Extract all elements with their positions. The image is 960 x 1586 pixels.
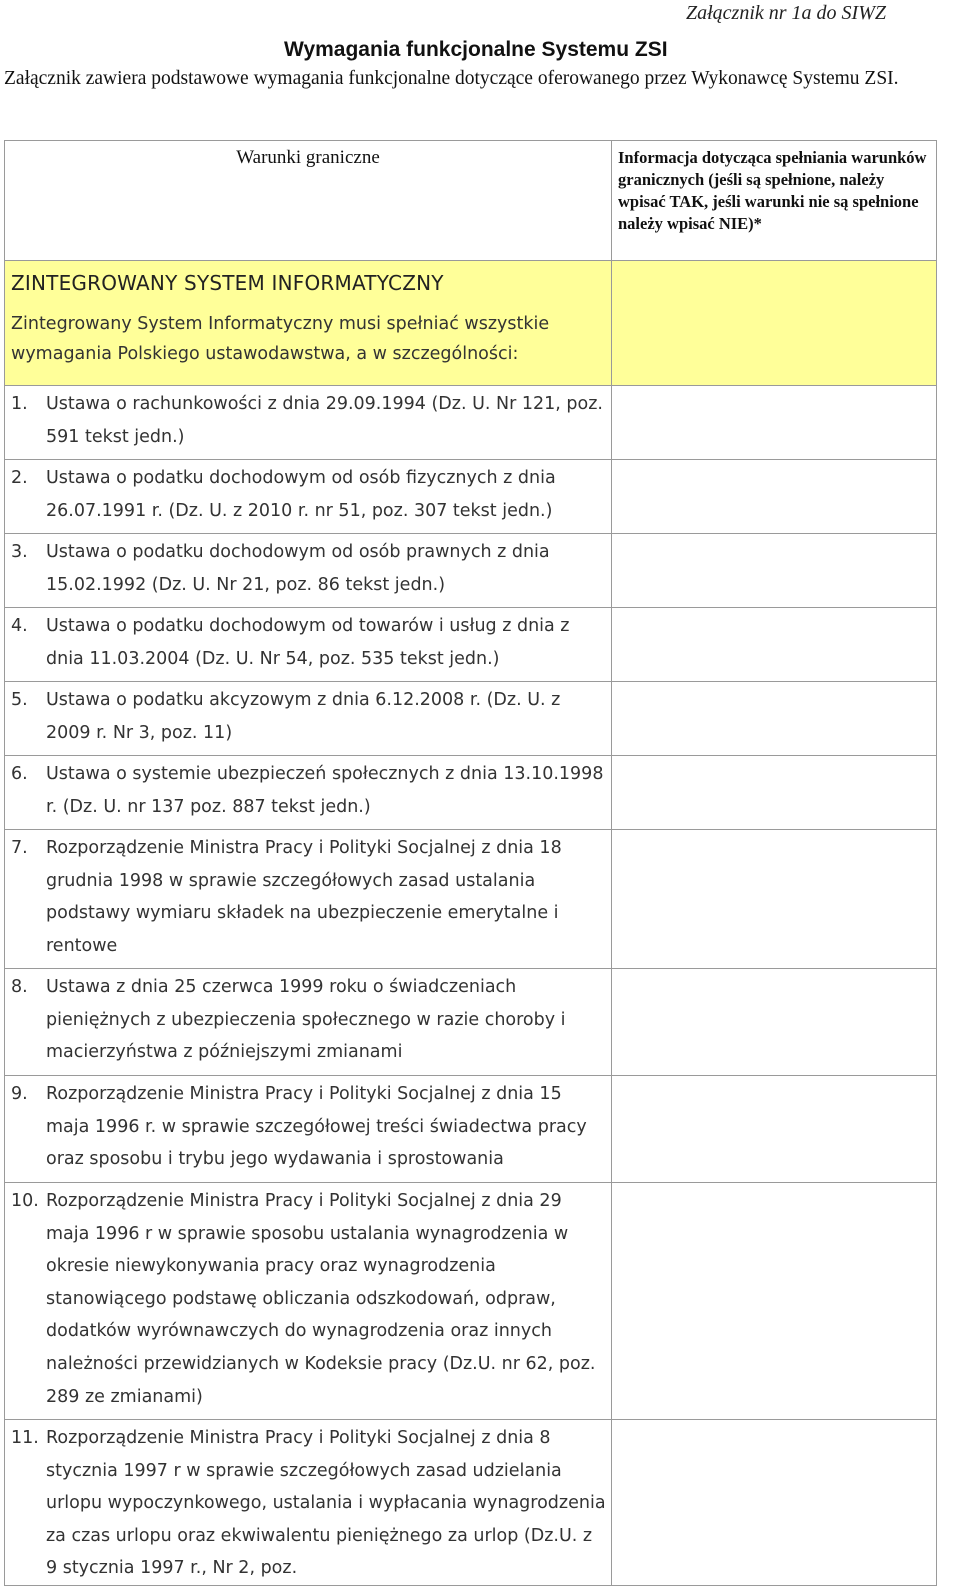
item-number: 9.: [11, 1084, 28, 1104]
item-text: Ustawa o systemie ubezpieczeń społecznych z dnia 13.10.1998 r. (Dz. U. nr 137 poz. 887 tekst jedn.): [46, 764, 604, 817]
item-text: Ustawa o podatku dochodowym od osób fizycznych z dnia 26.07.1991 r. (Dz. U. z 2010 r. nr 51, poz. 307 tekst jedn.): [46, 468, 556, 521]
item-text: Ustawa z dnia 25 czerwca 1999 roku o świadczeniach pieniężnych z ubezpieczenia społecznego w razie choroby i macierzyństwa z późniejszymi zmianami: [46, 977, 566, 1063]
item-number: 4.: [11, 616, 28, 636]
answer-cell[interactable]: [612, 1076, 937, 1183]
item-text: Ustawa o podatku dochodowym od osób prawnych z dnia 15.02.1992 (Dz. U. Nr 21, poz. 86 tekst jedn.): [46, 542, 550, 595]
answer-cell[interactable]: [612, 756, 937, 830]
answer-cell[interactable]: [612, 386, 937, 460]
item-text: Ustawa o rachunkowości z dnia 29.09.1994 (Dz. U. Nr 121, poz. 591 tekst jedn.): [46, 394, 603, 447]
section-answer-cell[interactable]: [612, 261, 937, 386]
item-text: Rozporządzenie Ministra Pracy i Polityki Socjalnej z dnia 15 maja 1996 r. w sprawie szczegółowej treści świadectwa pracy oraz sposobu i trybu jego wydawania i sprostowania: [46, 1084, 587, 1170]
section-description: Zintegrowany System Informatyczny musi spełniać wszystkie wymagania Polskiego ustawodawstwa, a w szczególności:: [11, 314, 550, 364]
section-cell: [5, 261, 612, 386]
table-row: [5, 969, 937, 1076]
header-conditions: Warunki graniczne: [5, 141, 612, 261]
intro-text: Załącznik zawiera podstawowe wymagania funkcjonalne dotyczące oferowanego przez Wykonawcę Systemu ZSI.: [4, 68, 899, 89]
item-number: 6.: [11, 764, 28, 784]
item-number: 11.: [11, 1428, 39, 1448]
annex-label: Załącznik nr 1a do SIWZ: [686, 2, 886, 24]
table-row: [5, 534, 937, 608]
table-row: [5, 682, 937, 756]
item-number: 7.: [11, 838, 28, 858]
answer-cell[interactable]: [612, 460, 937, 534]
section-row: [5, 261, 937, 386]
item-number: 5.: [11, 690, 28, 710]
answer-cell[interactable]: [612, 1183, 937, 1420]
item-number: 1.: [11, 394, 28, 414]
table-row: [5, 1420, 937, 1586]
item-text: Rozporządzenie Ministra Pracy i Polityki Socjalnej z dnia 18 grudnia 1998 w sprawie szczegółowych zasad ustalania podstawy wymiaru składek na ubezpieczenie emerytalne i rentowe: [46, 838, 562, 956]
table-row: [5, 460, 937, 534]
table-row: [5, 830, 937, 969]
item-text: Rozporządzenie Ministra Pracy i Polityki Socjalnej z dnia 29 maja 1996 r w sprawie sposobu ustalania wynagrodzenia w okresie niewykonywania pracy oraz wynagrodzenia stanowiącego podstawę obliczania odszkodowań, odpraw, dodatków wyrównawczych do wynagrodzenia oraz innych należności przewidzianych w Kodeksie pracy (Dz.U. nr 62, poz. 289 ze zmianami): [46, 1191, 596, 1407]
answer-cell[interactable]: [612, 1420, 937, 1586]
item-number: 2.: [11, 468, 28, 488]
answer-cell[interactable]: [612, 682, 937, 756]
item-text: Ustawa o podatku dochodowym od towarów i usług z dnia z dnia 11.03.2004 (Dz. U. Nr 54, poz. 535 tekst jedn.): [46, 616, 570, 669]
answer-cell[interactable]: [612, 608, 937, 682]
table-row: [5, 1183, 937, 1420]
table-row: [5, 756, 937, 830]
table-row: [5, 386, 937, 460]
item-number: 8.: [11, 977, 28, 997]
table-row: [5, 608, 937, 682]
item-number: 10.: [11, 1191, 39, 1211]
section-title: ZINTEGROWANY SYSTEM INFORMATYCZNY: [11, 271, 444, 295]
item-text: Rozporządzenie Ministra Pracy i Polityki Socjalnej z dnia 8 stycznia 1997 r w sprawie szczegółowych zasad udzielania urlopu wypoczynkowego, ustalania i wypłacania wynagrodzenia za czas urlopu oraz ekwiwalentu pieniężnego za urlop (Dz.U. z 9 stycznia 1997 r., Nr 2, poz.: [46, 1428, 606, 1579]
requirements-table: [4, 140, 937, 1586]
item-number: 3.: [11, 542, 28, 562]
answer-cell[interactable]: [612, 969, 937, 1076]
answer-cell[interactable]: [612, 534, 937, 608]
table-header-row: [5, 141, 937, 261]
document-title: Wymagania funkcjonalne Systemu ZSI: [284, 38, 668, 61]
header-compliance-info: Informacja dotycząca spełniania warunków granicznych (jeśli są spełnione, należy wpisać TAK, jeśli warunki nie są spełnione należy wpisać NIE)*: [612, 141, 937, 261]
table-row: [5, 1076, 937, 1183]
item-text: Ustawa o podatku akcyzowym z dnia 6.12.2008 r. (Dz. U. z 2009 r. Nr 3, poz. 11): [46, 690, 561, 743]
answer-cell[interactable]: [612, 830, 937, 969]
